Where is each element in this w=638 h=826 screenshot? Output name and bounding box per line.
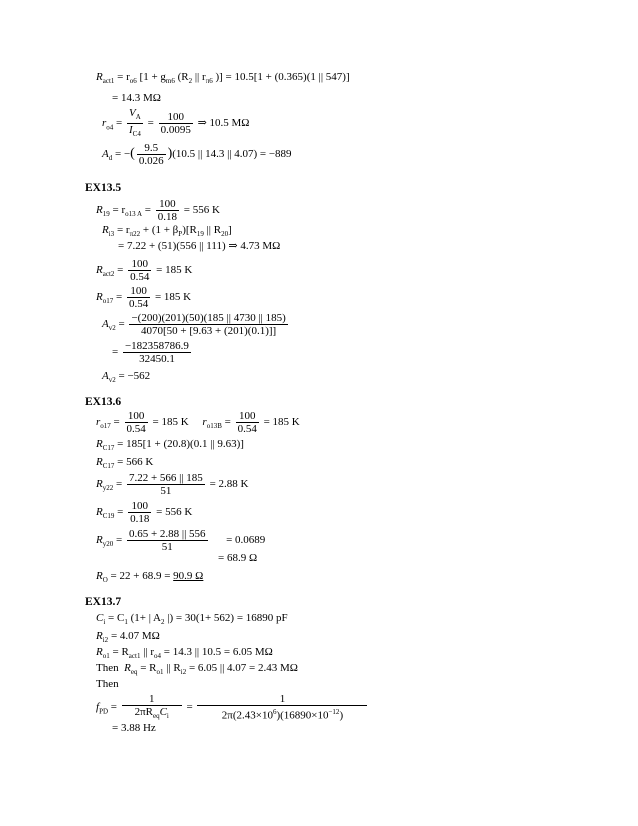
sup: −12 (328, 708, 340, 717)
sub: 19 (196, 230, 204, 239)
sub: o13B (206, 422, 222, 431)
den: 0.54 (128, 298, 149, 310)
then-label (96, 678, 119, 691)
eq-ri2 (96, 630, 160, 647)
eq-ro17-ro13b: $r_{o17}$ = $\frac{100}{0.54}$ = 185 K $r_{o13B}$ = $\frac{100}{0.54}$ = 185 K (96, 410, 300, 435)
den: I (129, 124, 133, 137)
text: = 14.3 || 10.5 = 6.05 MΩ (161, 646, 273, 658)
sub: eq (130, 668, 138, 677)
sub: C4 (132, 130, 141, 139)
sub: o4 (106, 123, 114, 132)
text: )(16890×10 (276, 709, 329, 722)
eq-ri3-result (118, 240, 280, 253)
sub: o4 (154, 652, 162, 661)
text: (R (177, 71, 189, 83)
text: = 185 K (263, 416, 300, 429)
fraction (128, 500, 151, 525)
sym: R (96, 456, 103, 468)
eq-ro1 (96, 646, 273, 663)
sym: R (96, 646, 103, 658)
sub: 19 (102, 210, 110, 219)
eq-ad: $A_d$ = −( $\frac{9.5}{0.026}$ )(10.5 || 14.3 || 4.07) = −889 (102, 142, 292, 167)
num: 7.22 + 566 || 185 (128, 472, 203, 484)
num: 1 (122, 693, 182, 706)
sub: i2 (180, 668, 187, 677)
eq-ci (96, 612, 288, 629)
num: V (129, 107, 136, 119)
den (197, 706, 367, 722)
sym: R (96, 204, 103, 217)
sub: O (102, 576, 108, 585)
sym: r (96, 416, 101, 429)
text: = 556 K (156, 506, 193, 519)
sup: 6 (272, 708, 277, 717)
fraction (127, 107, 143, 140)
den: 51 (160, 485, 172, 497)
num: 100 (156, 198, 179, 211)
sub: act1 (102, 77, 115, 86)
text: (1+ | A (130, 612, 161, 624)
den: 51 (161, 541, 173, 553)
den: 0.18 (157, 211, 177, 223)
sub: P (178, 230, 183, 239)
text: 2π(2.43×10 (221, 709, 273, 722)
sub: π22 (129, 230, 141, 239)
sub: o1 (102, 652, 110, 661)
eq-ro17: $R_{o17}$ = $\frac{100}{0.54}$ = 185 K (96, 285, 192, 310)
sub: 1 (124, 618, 128, 627)
fraction (129, 312, 287, 337)
sym: R (96, 506, 103, 519)
fraction (123, 340, 191, 365)
fraction (127, 472, 205, 497)
sub: o13 A (125, 210, 143, 219)
heading-ex13-7: EX13.7 (85, 596, 122, 608)
text: (10.5 || 14.3 || 4.07) = −889 (172, 148, 292, 161)
text: ] (228, 224, 232, 236)
eq-ry20: $R_{y20}$ = $\frac{0.65 + 2.88 || 556}{51}$ = 0.0689 (96, 528, 266, 553)
text: = r (112, 204, 126, 217)
sub: y22 (102, 484, 114, 493)
text: = 3.88 Hz (112, 722, 156, 734)
sym: R (96, 478, 103, 491)
fraction (127, 285, 150, 310)
sub: o17 (100, 422, 111, 431)
sub: v2 (108, 376, 116, 385)
fraction (125, 410, 148, 435)
den: 0.0095 (160, 124, 191, 137)
text: = r (116, 224, 130, 236)
sub: C19 (102, 512, 115, 521)
num: 9.5 (137, 142, 166, 155)
num: 100 (159, 111, 193, 124)
eq-av2: $A_{v2}$ = $\frac{-(200)(201)(50)(185 || 4730 || 185)}{4070[50 + [9.63 + (201)(0.1)]]}$ (102, 312, 286, 337)
sym: R (96, 71, 103, 83)
sub: A (135, 113, 141, 122)
sym: C (96, 612, 104, 624)
text: 2πR (134, 706, 153, 718)
answer: 90.9 Ω (173, 570, 204, 582)
heading-ex13-6: EX13.6 (85, 396, 122, 408)
sym: R (96, 264, 103, 277)
eq-ry20-result (218, 552, 257, 565)
fraction (128, 258, 151, 283)
sub: o6 (129, 77, 137, 86)
sub: i3 (108, 230, 115, 239)
text: [1 + g (139, 71, 166, 83)
sub: i (166, 712, 169, 721)
text: = 0.0689 (226, 534, 266, 547)
eq-av2-step: = $\frac{-182358786.9}{32450.1}$ (112, 340, 189, 365)
text: ⇒ 10.5 MΩ (197, 117, 250, 130)
fraction (127, 528, 208, 553)
sub: v2 (108, 324, 116, 333)
sym: A (102, 318, 109, 331)
sub: o1 (156, 668, 164, 677)
den: 32450.1 (139, 353, 175, 365)
text: || r (194, 71, 206, 83)
num: 1 (197, 693, 367, 706)
text: = 185 K (156, 264, 193, 277)
num: −182358786.9 (124, 340, 189, 352)
text: = 68.9 Ω (218, 552, 258, 564)
sym: R (96, 438, 103, 450)
fraction (137, 142, 166, 167)
text: = 185 K (152, 416, 189, 429)
sub: act2 (102, 270, 115, 279)
sub: π6 (205, 77, 213, 86)
den: 0.54 (126, 423, 146, 435)
den: 0.54 (130, 271, 150, 283)
eq-ract2: $R_{act2}$ = $\frac{100}{0.54}$ = 185 K (96, 258, 193, 283)
sub: C17 (102, 444, 115, 453)
text: = C (108, 612, 125, 624)
heading-ex13-5: EX13.5 (85, 182, 122, 194)
den: 0.026 (138, 155, 164, 167)
text: |) = 30(1+ 562) = 16890 pF (164, 612, 288, 624)
num: 100 (127, 285, 150, 298)
sub: i2 (102, 636, 109, 645)
sub: 2 (188, 77, 193, 86)
text: = 556 K (183, 204, 220, 217)
eq-rc17-b (96, 456, 153, 473)
sym: R (102, 224, 109, 236)
sym: r (202, 416, 207, 429)
fraction (156, 198, 179, 223)
eq-req (96, 662, 298, 679)
num: 0.65 + 2.88 || 556 (128, 528, 206, 540)
den (122, 706, 182, 722)
eq-fpd: $f_{PD}$ = $\frac{1}{2\pi R_{eq}C_i}$ = $\frac{1}{2\pi(2.43\times 10^6)(16890\times 10^{-12})}$ (96, 693, 369, 722)
text: Then (96, 662, 119, 674)
text: = R (140, 662, 157, 674)
eq-ract1-result (112, 92, 161, 105)
sym: A (102, 370, 109, 382)
num: 100 (128, 258, 151, 271)
sub: o17 (102, 297, 114, 306)
text: || R (203, 224, 222, 236)
text: = 14.3 MΩ (112, 92, 161, 104)
sym: A (102, 148, 109, 161)
sub: act1 (128, 652, 141, 661)
den: 0.54 (237, 423, 257, 435)
fraction (122, 693, 182, 722)
text: = 22 + 68.9 = (110, 570, 174, 582)
eq-rc17-a (96, 438, 244, 455)
eq-ri3 (102, 224, 232, 241)
eq-ro4: $r_{o4}$ = $\frac{V_A}{I_{C4}}$ = $\frac{100}{0.0095}$ ⇒ 10.5 MΩ (102, 107, 250, 139)
text: = 566 K (117, 456, 154, 468)
text: = 7.22 + (51)(556 || 111) ⇒ 4.73 MΩ (118, 240, 281, 252)
sym: R (96, 630, 103, 642)
den: 0.18 (130, 513, 150, 525)
num: 100 (236, 410, 259, 423)
text: = 6.05 || 4.07 = 2.43 MΩ (186, 662, 298, 674)
text: Then (96, 678, 119, 690)
num: 100 (125, 410, 148, 423)
text: + (1 + β (142, 224, 179, 236)
text: = r (117, 71, 130, 83)
num: 100 (128, 500, 151, 513)
text: || R (163, 662, 181, 674)
eq-rc19: $R_{C19}$ = $\frac{100}{0.18}$ = 556 K (96, 500, 193, 525)
sym: r (102, 117, 107, 130)
sym: R (96, 291, 103, 304)
text: = 4.07 MΩ (110, 630, 160, 642)
text: )[R (182, 224, 197, 236)
text: = −562 (118, 370, 151, 382)
text: = R (112, 646, 129, 658)
fraction (236, 410, 259, 435)
sym: R (96, 570, 103, 582)
sub: 20 (221, 230, 229, 239)
eq-ro (96, 570, 203, 587)
sub: PD (99, 707, 109, 716)
text: ) (339, 709, 344, 722)
den: 4070[50 + [9.63 + (201)(0.1)]] (141, 325, 277, 337)
eq-ract1 (96, 71, 350, 88)
sub: i (103, 618, 106, 627)
sub: y20 (102, 540, 114, 549)
eq-av2-final (102, 370, 150, 387)
text: = 185[1 + (20.8)(0.1 || 9.63)] (117, 438, 244, 450)
sym: R (96, 534, 103, 547)
fraction (159, 111, 193, 136)
sym: C (159, 706, 167, 718)
sub: eq (152, 712, 160, 721)
num: −(200)(201)(50)(185 || 4730 || 185) (131, 312, 286, 324)
text: )] = 10.5[1 + (0.365)(1 || 547)] (215, 71, 350, 83)
sym: f (96, 701, 100, 714)
text: = 2.88 K (209, 478, 249, 491)
fraction (197, 693, 367, 722)
sym: R (124, 662, 131, 674)
sub: 2 (161, 618, 165, 627)
sub: m6 (165, 77, 175, 86)
eq-ry22: $R_{y22}$ = $\frac{7.22 + 566 || 185}{51}$ = 2.88 K (96, 472, 249, 497)
eq-r19: $R_{19} = r_{o13 A}$ = $\frac{100}{0.18}$ = 556 K (96, 198, 220, 223)
text: || r (140, 646, 155, 658)
text: = 185 K (154, 291, 192, 304)
eq-fpd-result (112, 722, 156, 735)
sub: d (108, 154, 113, 163)
sub: C17 (102, 462, 115, 471)
